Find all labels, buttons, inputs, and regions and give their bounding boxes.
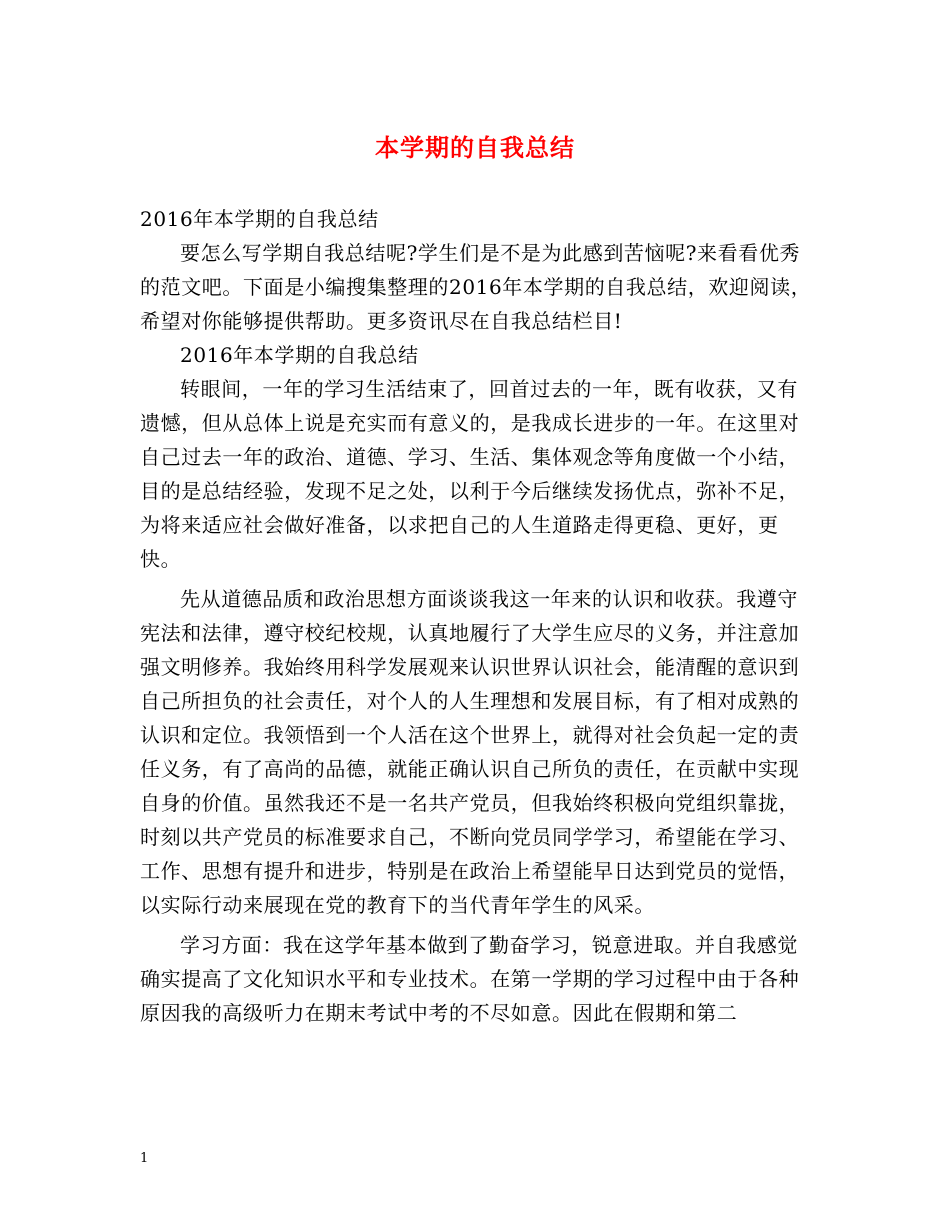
document-title: 本学期的自我总结 <box>375 133 575 162</box>
document-body <box>140 202 815 1036</box>
page-number: 1 <box>140 1151 149 1166</box>
paragraph-morality: 先从道德品质和政治思想方面谈谈我这一年来的认识和收获。我遵守宪法和法律，遵守校纪校规，认真地履行了大学生应尽的义务，并注意加强文明修养。我始终用科学发展观来认识世界认识社会，能清醒的意识到自己所担负的社会责任，对个人的人生理想和发展目标，有了相对成熟的认识和定位。我领悟到一个人活在这个世界上，就得对社会负起一定的责任义务，有了高尚的品德，就能正确认识自己所负的责任，在贡献中实现自身的价值。虽然我还不是一名共产党员，但我始终积极向党组织靠拢，时刻以共产党员的标准要求自己，不断向党员同学学习，希望能在学习、工作、思想有提升和进步，特别是在政治上希望能早日达到党员的觉悟，以实际行动来展现在党的教育下的当代青年学生的风采。 <box>140 587 800 917</box>
paragraph-summary: 转眼间，一年的学习生活结束了，回首过去的一年，既有收获，又有遗憾，但从总体上说是充实而有意义的，是我成长进步的一年。在这里对自己过去一年的政治、道德、学习、生活、集体观念等角度做一个小结，目的是总结经验，发现不足之处，以利于今后继续发扬优点，弥补不足，为将来适应社会做好准备，以求把自己的人生道路走得更稳、更好，更快。 <box>140 377 800 571</box>
document-subtitle: 2016年本学期的自我总结 <box>140 207 379 231</box>
paragraph-intro: 要怎么写学期自我总结呢?学生们是不是为此感到苦恼呢?来看看优秀的范文吧。下面是小编搜集整理的2016年本学期的自我总结，欢迎阅读，希望对你能够提供帮助。更多资讯尽在自我总结栏目! <box>140 241 812 333</box>
paragraph-heading: 2016年本学期的自我总结 <box>180 343 419 367</box>
paragraph-study: 学习方面：我在这学年基本做到了勤奋学习，锐意进取。并自我感觉确实提高了文化知识水平和专业技术。在第一学期的学习过程中由于各种原因我的高级听力在期末考试中考的不尽如意。因此在假期和第二 <box>140 933 800 1025</box>
